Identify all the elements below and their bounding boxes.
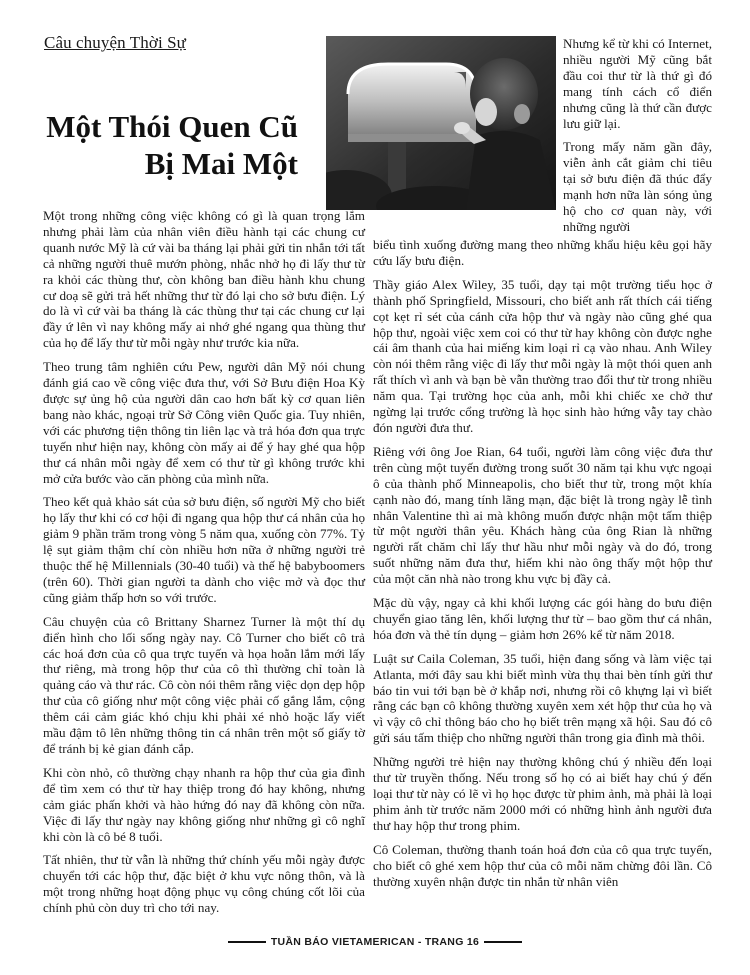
- paragraph: Những người trẻ hiện nay thường không chú ý nhiều đến loại thư từ truyền thống. Nếu trong số họ có ai biết hay chú ý đến loại thư từ này có lẽ vì họ học được từ phim ảnh, mà phải là loại phim ảnh từ trước năm 2000 mới có những hình ảnh người đưa thư hay hộp thư trong phim.: [373, 754, 712, 833]
- footer-text: TUẦN BÁO VIETAMERICAN - TRANG 16: [270, 936, 480, 948]
- footer-rule-left: [228, 941, 266, 943]
- section-label: Câu chuyện Thời Sự: [44, 33, 186, 52]
- mailbox-child-photo-icon: [326, 36, 556, 210]
- paragraph: Khi còn nhỏ, cô thường chạy nhanh ra hộp thư của gia đình để tìm xem có thư từ hay thiệp trong đó hay không, nhưng cảm giác phấn khởi và hào hứng đó nay đã không còn nữa. Việc đi lấy thư ngày nay không giống như những gì cô nghĩ khi còn là cô bé 8 tuổi.: [43, 764, 365, 844]
- paragraph: Riêng với ông Joe Rian, 64 tuổi, người làm công việc đưa thư trên cùng một tuyến đường trong suốt 30 năm tại khu vực ngoại ô của thành phố Minneapolis, cho biết thư từ, trong một khía cạnh nào đó, mang tính lãng mạn, đặc biệt là trong ngày lễ tình nhân Valentine thì ai mà không muốn được nhận một tấm thiệp từ một người thân yêu. Khách hàng của ông Rian là những người rất chăm chỉ lấy thư hầu như mỗi ngày và do đó, trong suốt những năm đưa thư, hiếm khi nào ông thấy một hộp thư của một căn nhà nào trong khu vực bị đầy cả.: [373, 443, 712, 587]
- column-right-top: [563, 36, 712, 243]
- paragraph: Câu chuyện của cô Brittany Sharnez Turner là một thí dụ điển hình cho lối sống ngày nay. Cô Turner cho biết cô trả các hoá đơn của cô qua trực tuyến và họa hoằn lắm mới lấy thư riêng, mà trong hộp thư của cô thì thường chỉ toàn là quảng cáo và thư rác. Cô còn nói thêm rằng việc dọn dẹp hộp thư của cô giống như một công việc phải cố gắng lắm, cộng thêm cái cảm giác khó chịu khi phải xé nhỏ hoặc lấy viết mầu đậm tô lên những thông tin cá nhân trên một số giấy tờ để tránh bị kẻ gian đánh cắp.: [43, 613, 365, 756]
- page-footer: [0, 936, 750, 948]
- column-right: [373, 237, 712, 897]
- headline: [30, 108, 298, 182]
- footer-rule-right: [484, 941, 522, 943]
- paragraph: biểu tình xuống đường mang theo những khẩu hiệu kêu gọi hãy cứu lấy bưu điện.: [373, 237, 712, 268]
- paragraph: Cô Coleman, thường thanh toán hoá đơn của cô qua trực tuyến, cho biết cô ghé xem hộp thư của cô mỗi năm chừng đôi lần. Cô thường xuyên nhận được tin nhắn từ nhân viên: [373, 841, 712, 889]
- paragraph: Tất nhiên, thư từ vẫn là những thứ chính yếu mỗi ngày được chuyển tới các hộp thư, đặc biệt ở khu vực nông thôn, và là một trong những hoạt động phục vụ công chúng cốt lõi của chính phủ còn duy trì cho tới nay.: [43, 852, 365, 916]
- paragraph: Mặc dù vậy, ngay cả khi khối lượng các gói hàng do bưu điện chuyển giao tăng lên, khối lượng thư từ – bao gồm thư cá nhân, hóa đơn và thẻ tín dụng – giảm hơn 26% kể từ năm 2018.: [373, 595, 712, 642]
- paragraph: Trong mấy năm gần đây, viễn ảnh cắt giảm chi tiêu tại sở bưu điện đã thúc đẩy mạnh hơn nữa làn sóng ủng hộ cho cơ quan này, với những người: [563, 139, 712, 234]
- paragraph: Theo kết quả khảo sát của sở bưu điện, số người Mỹ cho biết họ lấy thư khi có cơ hội đi ngang qua hộp thư cá nhân của họ giảm 9 phần trăm trong vòng 5 năm qua, xuống còn 77%. Tỷ lệ sụt giảm thậm chí còn nhiều hơn nữa ở những người trẻ thuộc thế hệ Millennials (30-40 tuổi) và thế hệ babyboomers (trên 60). Thời gian người ta dành cho việc mở và đọc thư cũng giảm thấp hơn so với trước.: [43, 494, 365, 605]
- headline-line-1: Một Thói Quen Cũ: [46, 109, 298, 144]
- paragraph: Luật sư Caila Coleman, 35 tuổi, hiện đang sống và làm việc tại Atlanta, mới đây sau khi biết mình vừa thụ thai bèn tính gửi thư báo tin vui tới bạn bè ở khắp nơi, nhưng rồi cô khựng lại vì biết rằng các bạn cô không thường xuyên xem xét hộp thư của họ và vì vậy cô chỉ thông báo cho họ biết trên mạng xã hội. Sau đó cô gửi sáu tấm thiệp cho những người thân trong gia đình mà thôi.: [373, 650, 712, 746]
- paragraph: Thầy giáo Alex Wiley, 35 tuổi, dạy tại một trường tiểu học ở thành phố Springfield, Missouri, cho biết anh rất thích cái tiếng cọt kẹt rỉ sét của cánh cửa hộp thư và ngày nào cũng ghé qua hộp thư, ngoài việc xem coi có thư từ hay không còn được nghe cái âm thanh của hai miếng kim loại rỉ cạ vào nhau. Anh Wiley còn nói thêm rằng việc đi lấy thư mỗi ngày là một thói quen anh rất thích vì anh và bạn bè vẫn thường trao đổi thư từ trong nhiều năm qua. Tại trường học của anh, mỗi khi chiếc xe chở thư ngừng lại trước cổng trường là học sinh hào hứng vẫy tay chào đón người đưa thư.: [373, 276, 712, 435]
- paragraph: Theo trung tâm nghiên cứu Pew, người dân Mỹ nói chung đánh giá cao về công việc đưa thư, với Sở Bưu điện Hoa Kỳ được sự ủng hộ của người dân cao hơn bất kỳ cơ quan liên bang nào khác, ngoại trừ Sở Công viên Quốc gia. Tuy nhiên, với các phương tiện thông tin liên lạc và trả hóa đơn qua trực tuyến như hiện nay, không còn mấy ai để ý hay ghé qua hộp thư cá nhân mỗi ngày để xem có thư từ gì không trước khi mở cửa bước vào căn phòng của mình nữa.: [43, 359, 365, 486]
- mailbox-child-photo: [326, 36, 556, 210]
- headline-line-2: Bị Mai Một: [144, 146, 298, 181]
- paragraph: Một trong những công việc không có gì là quan trọng lắm nhưng phải làm của nhân viên điều hành tại các chung cư quanh nước Mỹ là cứ vài ba tháng lại phải gửi tin nhắn tới tất cả những người thuê mướn phòng, nhắc nhở họ đi lấy thư từ ra khỏi các thùng thư, còn không ban điều hành khu chung cư doạ sẽ gửi trả hết những thư từ đó lại cho sở bưu điện. Lý do là vì cứ vài ba tháng là các thùng thư tại các chung cư lại đầy ứ lên vì nay không mấy ai nhớ ghé ngang qua thùng thư của họ để lấy thư từ mỗi ngày như trước kia nữa.: [43, 208, 365, 351]
- column-left: [43, 208, 365, 924]
- paragraph: Nhưng kể từ khi có Internet, nhiều người Mỹ cũng bắt đầu coi thư từ là thứ gì đó mang tính cách cổ điển nhưng cũng là thứ cần được lưu giữ lại.: [563, 36, 712, 131]
